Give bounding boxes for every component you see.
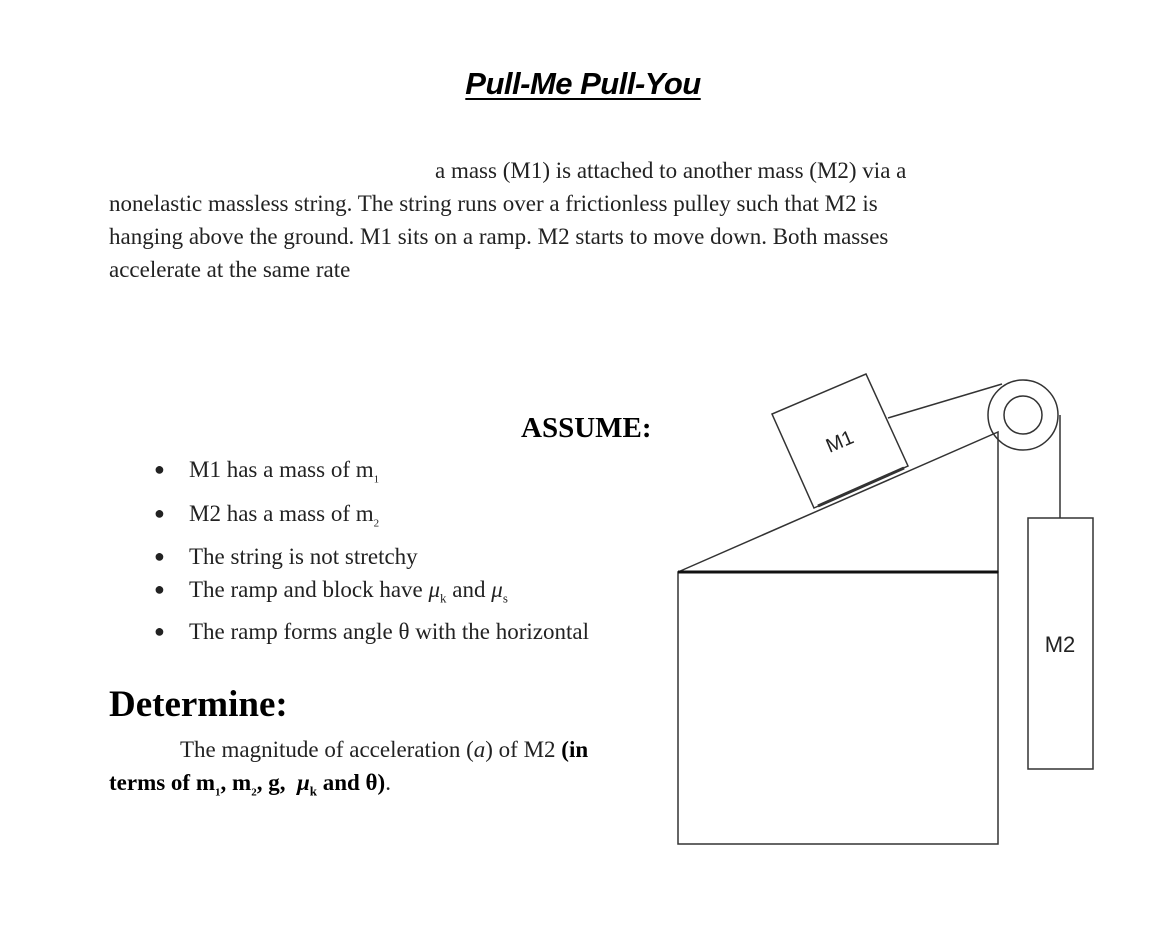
pulley-inner [1004, 396, 1042, 434]
list-item: ● The ramp and block have $\mu_k$ and $\mu_s$ [154, 573, 589, 615]
list-item: ● M1 has a mass of $m_1$ [154, 453, 589, 497]
determine-body: The magnitude of acceleration (a) of M2 (in terms of $m_1$, $m_2$, g, $\mu_k$ and θ). [109, 737, 589, 799]
bullet-icon: ● [154, 546, 165, 567]
bullet-icon: ● [154, 459, 165, 479]
intro-line-2: nonelastic massless string. The string runs over a frictionless pulley such that M2 is [109, 191, 878, 216]
base-block [678, 572, 998, 844]
pulley-ramp-diagram [660, 360, 1110, 860]
assume-list [154, 453, 589, 648]
intro-line-4: accelerate at the same rate [109, 257, 351, 282]
m2-label: M2 [1044, 632, 1076, 657]
bullet-icon: ● [154, 579, 165, 600]
page-title: Pull-Me Pull-You [465, 66, 701, 101]
m1-contact-edge [818, 468, 904, 506]
determine-terms: terms of $m_1$, $m_2$, g, $\mu_k$ and θ) [109, 770, 386, 799]
bullet-icon: ● [154, 620, 165, 641]
bullet-icon: ● [154, 502, 165, 523]
determine-heading: Determine: [109, 684, 288, 725]
list-item: ● M2 has a mass of $m_2$ [154, 497, 589, 541]
intro-line-3: hanging above the ground. M1 sits on a ramp. M2 starts to move down. Both masses [109, 224, 889, 249]
assume-heading: ASSUME: [521, 412, 652, 444]
list-item: ● The ramp forms angle θ with the horizontal [154, 615, 589, 648]
string-segment-1 [888, 384, 1002, 418]
intro-line-1: a mass (M1) is attached to another mass (M2) via a [435, 158, 907, 183]
list-item: ● The string is not stretchy [154, 540, 589, 573]
pulley-outer [988, 380, 1058, 450]
intro-paragraph [109, 154, 1029, 286]
m1-label: M1 [822, 426, 858, 458]
